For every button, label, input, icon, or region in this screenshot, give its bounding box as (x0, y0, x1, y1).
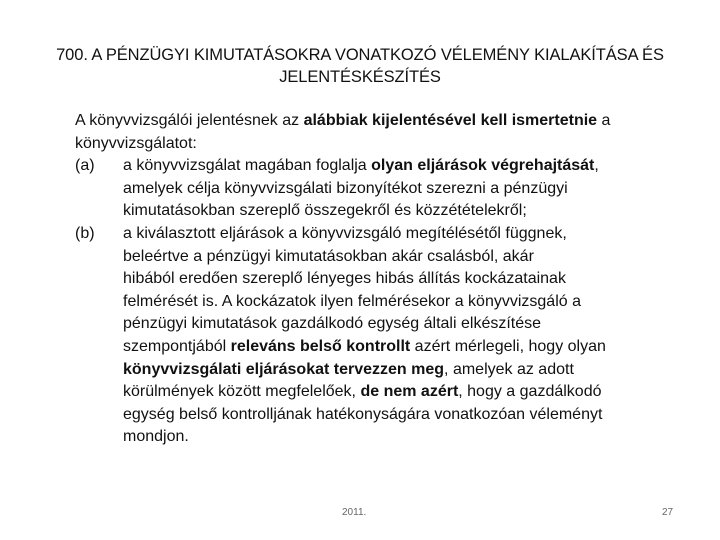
item-a-bold-text: olyan eljárások végrehajtását (371, 157, 595, 175)
list-item-a (75, 155, 675, 223)
item-b-line-3: hibából eredően szereplő lényeges hibás állítás kockázatainak (123, 270, 566, 288)
slide-title (40, 44, 680, 88)
list-item-a-content (123, 155, 675, 223)
item-a-line-3: kimutatásokban szereplő összegekről és közzétételekről; (123, 202, 527, 220)
item-b-bold-text: de nem azért (360, 383, 459, 401)
item-b-line-2: beleértve a pénzügyi kimutatásokban akár csalásból, akár (123, 247, 534, 265)
title-line-2: JELENTÉSKÉSZÍTÉS (279, 68, 441, 86)
list-marker-a: (a) (75, 157, 95, 175)
item-b-line-10: mondjon. (123, 428, 189, 446)
item-a-line-1 (123, 155, 675, 178)
slide-body (75, 110, 675, 449)
intro-bold-text: alábbiak kijelentésével kell ismertetnie (303, 112, 598, 129)
item-b-line-9: egység belső kontrolljának hatékonyságára vonatkozóan véleményt (123, 405, 603, 423)
intro-text: A könyvvizsgálói jelentésnek az (75, 112, 304, 129)
item-b-text: , hogy a gazdálkodó (458, 383, 602, 401)
item-b-line-4: felmérését is. A kockázatok ilyen felmérésekor a könyvvizsgáló a (123, 292, 581, 310)
title-line-1: 700. A PÉNZÜGYI KIMUTATÁSOKRA VONATKOZÓ VÉLEMÉNY KIALAKÍTÁSA ÉS (56, 46, 664, 64)
item-b-text: szempontjából (123, 337, 231, 355)
item-b-text: azért mérlegeli, hogy olyan (410, 337, 606, 355)
item-b-line-6 (123, 336, 675, 359)
page-number: 27 (662, 507, 674, 518)
intro-paragraph (75, 110, 675, 155)
item-b-text: , amelyek az adott (444, 360, 574, 378)
item-b-bold-text: releváns belső kontrollt (230, 337, 411, 355)
item-a-text: a könyvvizsgálat magában foglalja (123, 157, 372, 175)
list-marker-b: (b) (75, 224, 95, 242)
intro-line-2: könyvvizsgálatot: (75, 134, 197, 152)
item-b-line-5: pénzügyi kimutatások gazdálkodó egység általi elkészítése (123, 315, 542, 333)
item-b-line-1: a kiválasztott eljárások a könyvvizsgáló megítélésétől függnek, (123, 224, 567, 242)
item-a-line-2: amelyek célja könyvvizsgálati bizonyítékot szerezni a pénzügyi (123, 179, 568, 197)
item-b-bold-text: könyvvizsgálati eljárásokat tervezzen meg (123, 360, 445, 378)
item-b-text: körülmények között megfelelőek, (123, 383, 361, 401)
item-b-line-7 (123, 359, 675, 382)
item-a-text: , (594, 157, 599, 175)
list-item-b (75, 223, 675, 449)
footer-date: 2011. (342, 507, 367, 518)
list-item-b-content (123, 223, 675, 449)
intro-text: a (597, 112, 611, 129)
item-b-line-8 (123, 381, 675, 404)
intro-line-1 (75, 110, 675, 133)
